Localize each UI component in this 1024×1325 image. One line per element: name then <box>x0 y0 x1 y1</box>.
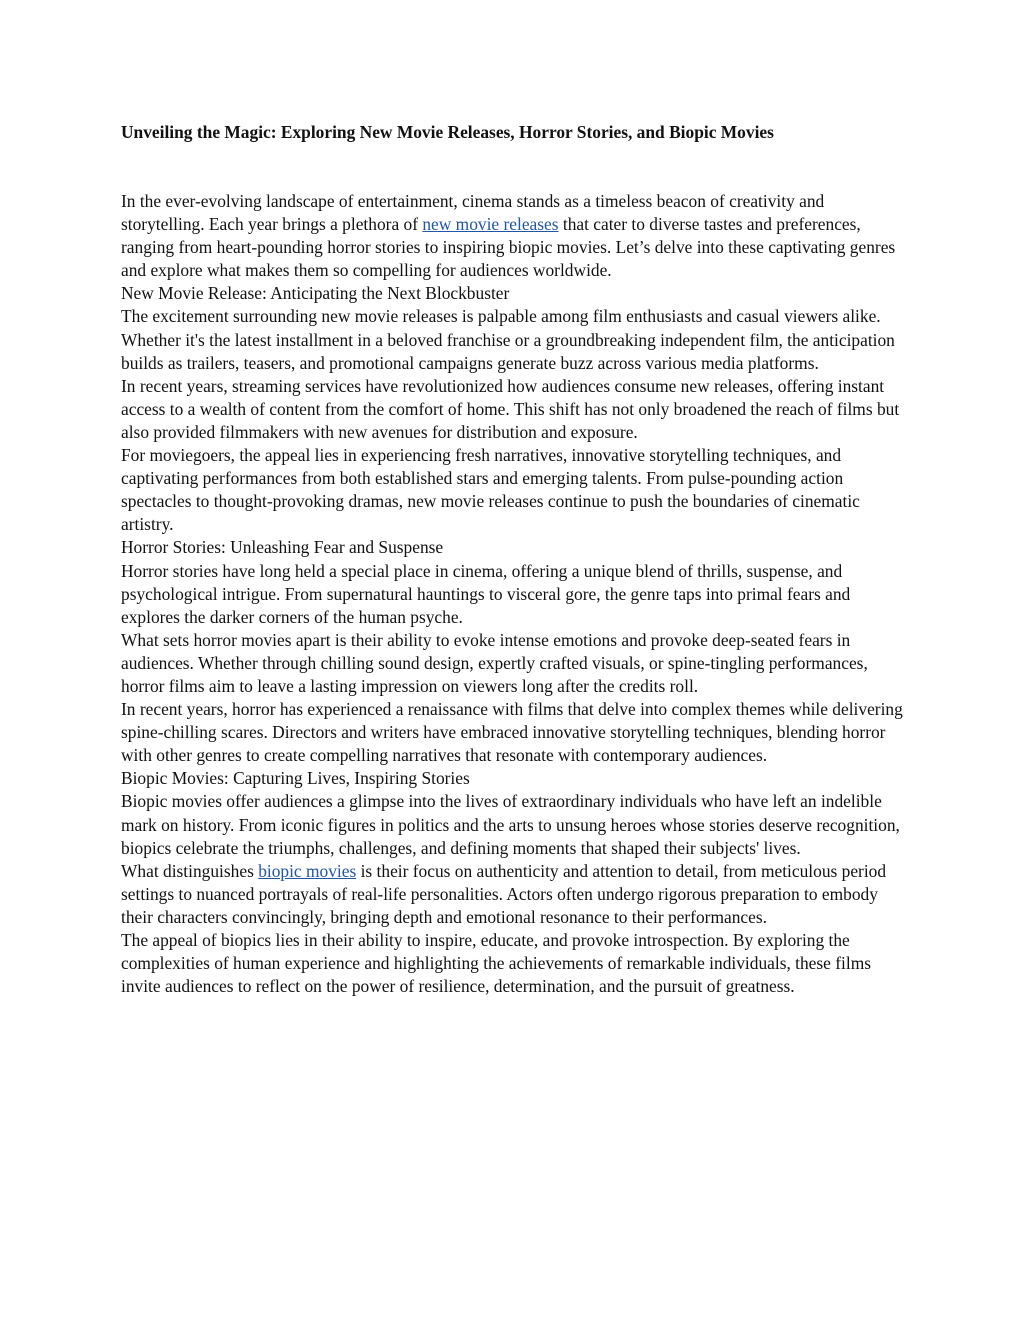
document-body <box>121 190 911 998</box>
intro-text-after-link: that cater to diverse tastes and preferences, ranging from heart-pounding horror stories to inspiring biopic movies. Let’s delve into these captivating genres and explore what makes them so compelling for audiences worldwide. <box>121 214 896 281</box>
section-heading-biopic-movies: Biopic Movies: Capturing Lives, Inspiring Stories <box>121 768 470 789</box>
paragraph: The excitement surrounding new movie releases is palpable among film enthusiasts and casual viewers alike. Whether it's the latest installment in a beloved franchise or a groundbreaking independent film, the anticipation builds as trailers, teasers, and promotional campaigns generate buzz across various media platforms. <box>121 306 895 373</box>
paragraph: The appeal of biopics lies in their ability to inspire, educate, and provoke introspection. By exploring the complexities of human experience and highlighting the achievements of remarkable individuals, these films invite audiences to reflect on the power of resilience, determination, and the pursuit of greatness. <box>121 930 871 997</box>
biopic-text-before-link: What distinguishes <box>121 860 259 881</box>
new-movie-releases-link[interactable]: new movie releases <box>422 214 559 235</box>
paragraph: Biopic movies offer audiences a glimpse into the lives of extraordinary individuals who have left an indelible mark on history. From iconic figures in politics and the arts to unsung heroes whose stories deserve recognition, biopics celebrate the triumphs, challenges, and defining moments that shaped their subjects' lives. <box>121 791 900 858</box>
document-title: Unveiling the Magic: Exploring New Movie Releases, Horror Stories, and Biopic Movies <box>121 122 774 142</box>
paragraph: Horror stories have long held a special place in cinema, offering a unique blend of thrills, suspense, and psychological intrigue. From supernatural hauntings to visceral gore, the genre taps into primal fears and explores the darker corners of the human psyche. <box>121 560 851 627</box>
paragraph: In recent years, streaming services have revolutionized how audiences consume new releases, offering instant access to a wealth of content from the comfort of home. This shift has not only broadened the reach of films but also provided filmmakers with new avenues for distribution and exposure. <box>121 375 900 442</box>
paragraph: What sets horror movies apart is their ability to evoke intense emotions and provoke deep-seated fears in audiences. Whether through chilling sound design, expertly crafted visuals, or spine-tingling performances, horror films aim to leave a lasting impression on viewers long after the credits roll. <box>121 629 868 696</box>
biopic-movies-link[interactable]: biopic movies <box>258 860 357 881</box>
paragraph: In recent years, horror has experienced a renaissance with films that delve into complex themes while delivering spine-chilling scares. Directors and writers have embraced innovative storytelling techniques, blending horror with other genres to create compelling narratives that resonate with contemporary audiences. <box>121 699 903 766</box>
paragraph <box>121 860 911 929</box>
intro-paragraph <box>121 190 911 282</box>
biopic-text-after-link: is their focus on authenticity and attention to detail, from meticulous period settings to nuanced portrayals of real-life personalities. Actors often undergo rigorous preparation to embody their characters convincingly, bringing depth and emotional resonance to their performances. <box>121 860 887 927</box>
intro-text-before-link: In the ever-evolving landscape of entertainment, cinema stands as a timeless beacon of creativity and storytelling. Each year brings a plethora of <box>121 191 825 235</box>
section-heading-new-movie-release: New Movie Release: Anticipating the Next Blockbuster <box>121 283 510 304</box>
section-heading-horror-stories: Horror Stories: Unleashing Fear and Suspense <box>121 537 444 558</box>
paragraph: For moviegoers, the appeal lies in experiencing fresh narratives, innovative storytelling techniques, and captivating performances from both established stars and emerging talents. From pulse-pounding action spectacles to thought-provoking dramas, new movie releases continue to push the boundaries of cinematic artistry. <box>121 445 860 535</box>
